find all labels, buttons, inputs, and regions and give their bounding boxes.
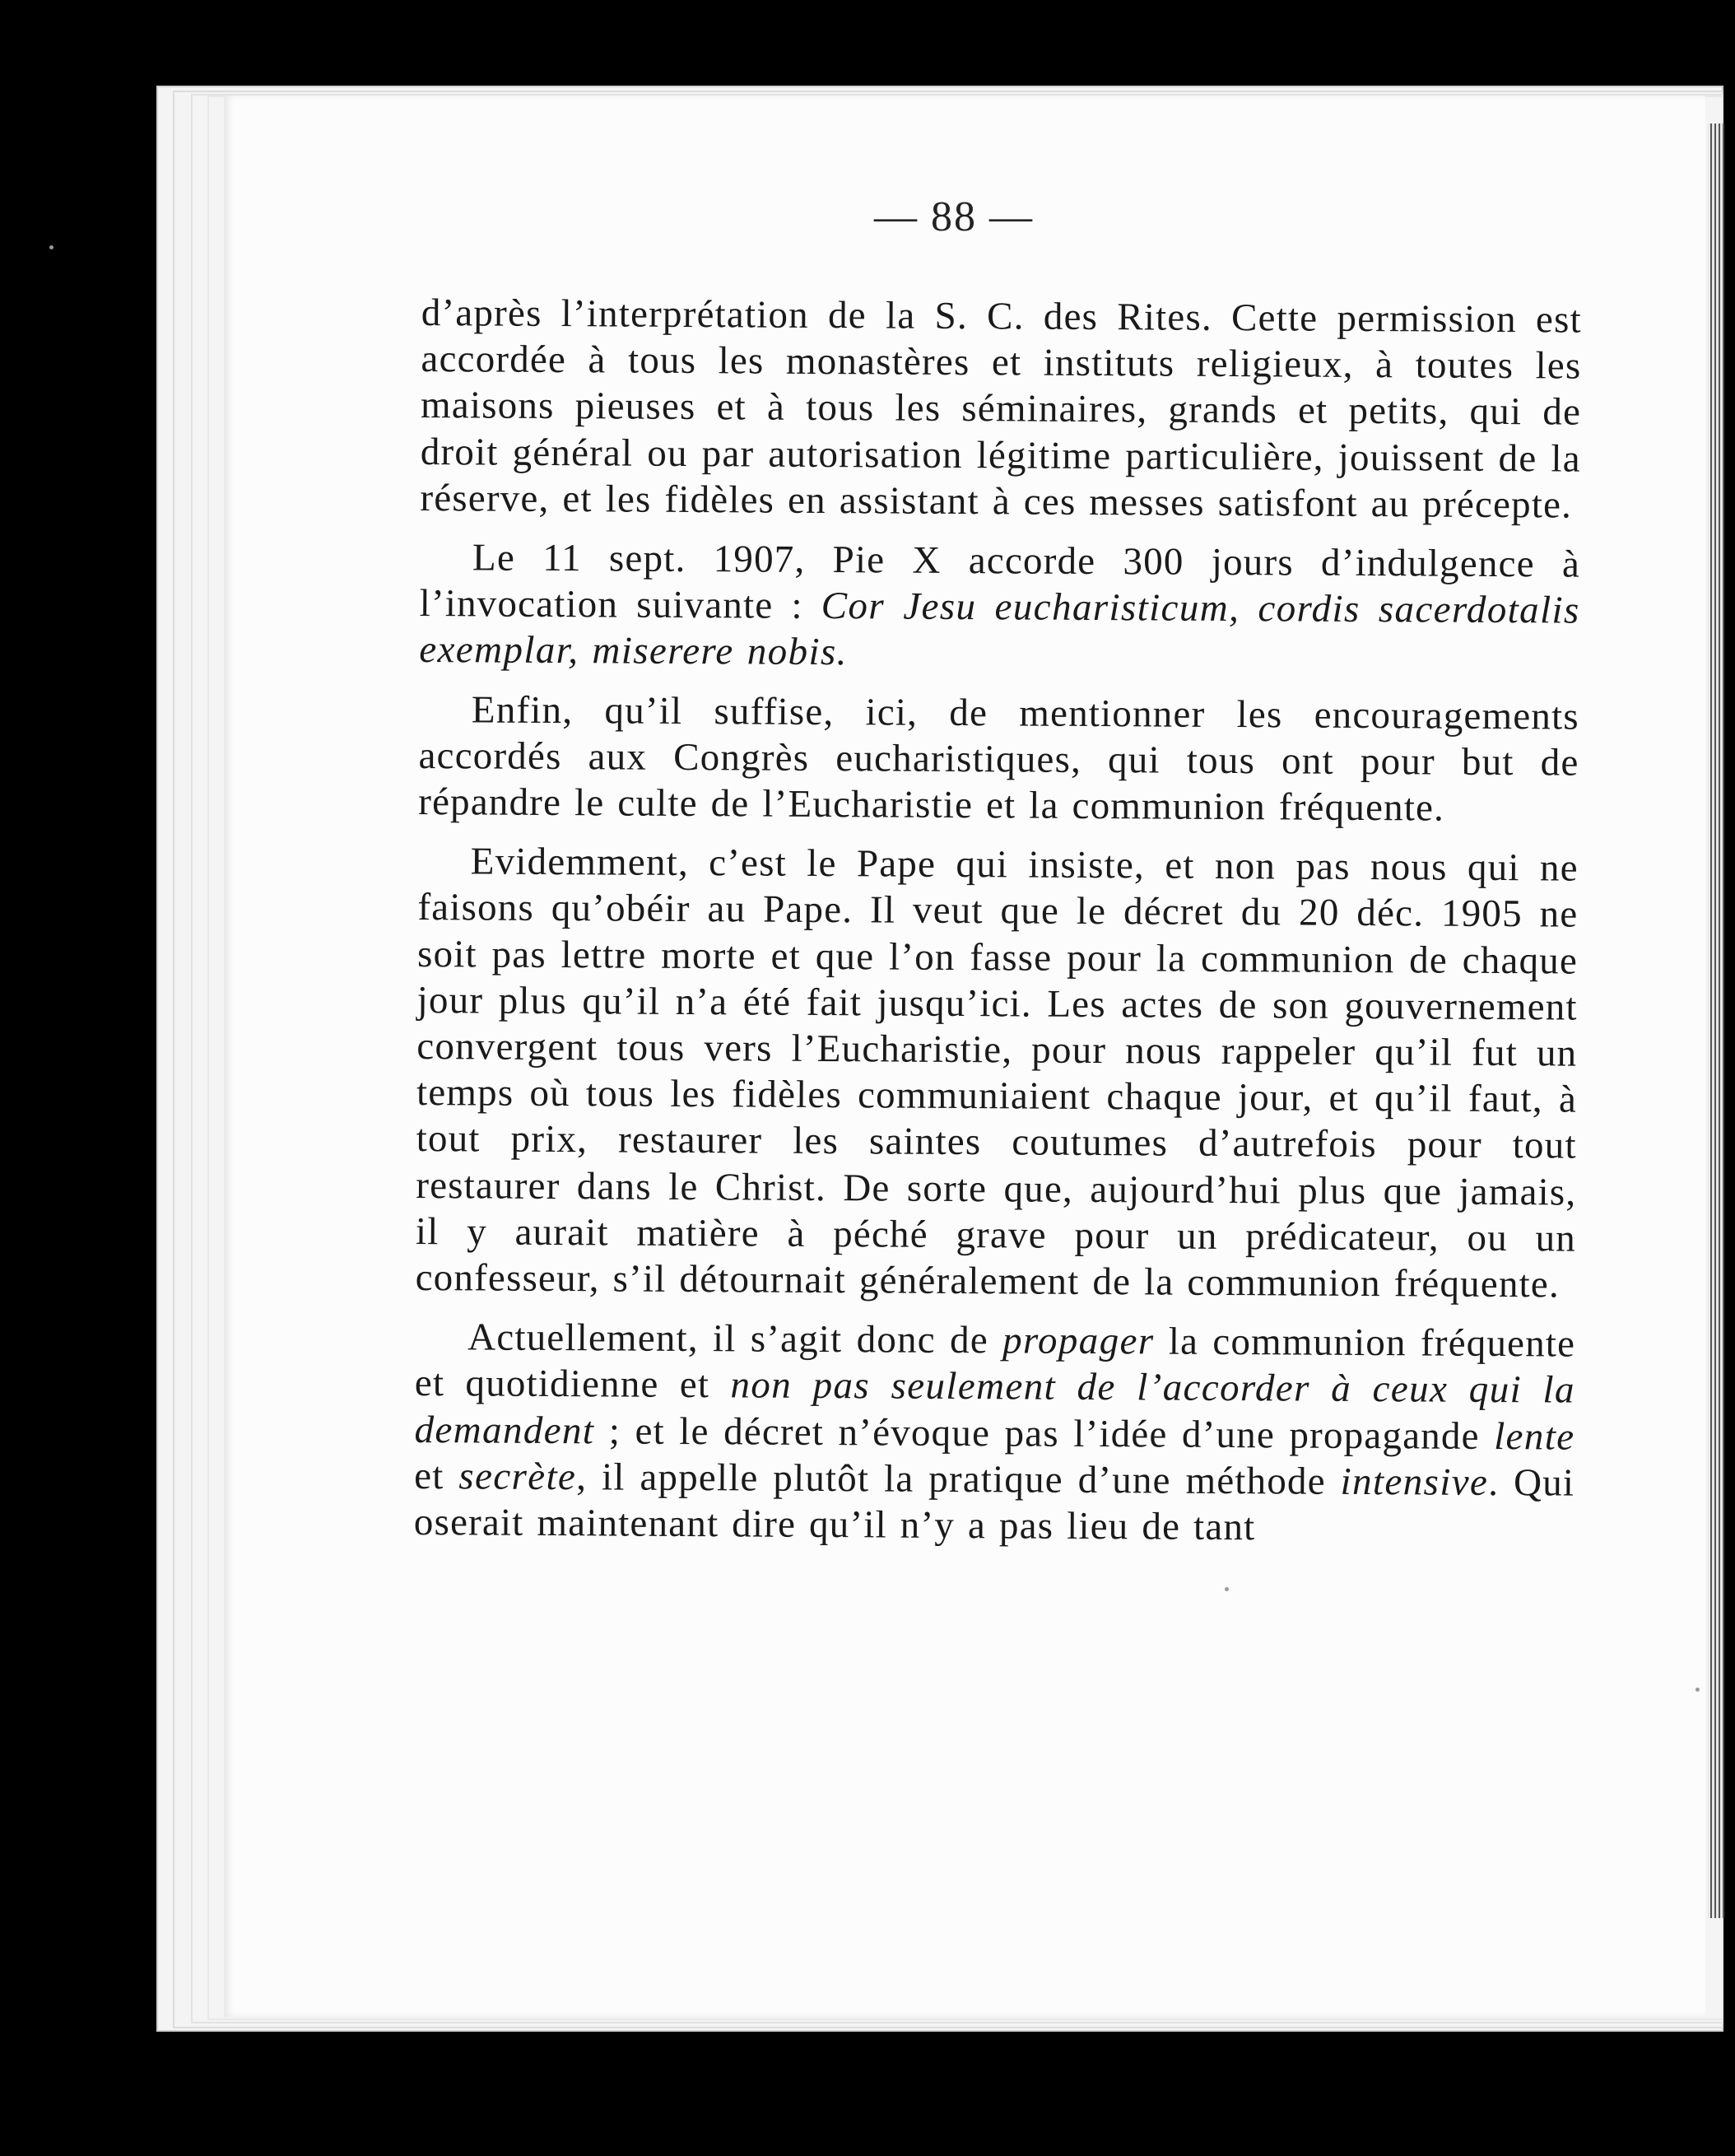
text-run: Actuellement, il s’agit donc de — [467, 1315, 1003, 1362]
paragraph — [420, 290, 1582, 529]
italic-text-run: non pas seulement de l’accorder à ceux qui la demandent — [414, 1363, 1576, 1452]
paragraph — [419, 534, 1580, 680]
scan-speck — [1695, 1688, 1700, 1692]
text-run: et — [414, 1454, 459, 1498]
page-number: — 88 — — [874, 193, 1034, 240]
text-run: Le 11 sept. 1907, Pie X accorde 300 jours d’indulgence à l’invocation suivante : — [419, 536, 1581, 628]
page-body-text — [414, 290, 1582, 1566]
text-run: d’après l’interprétation de la S. C. des Rites. Cette permission est accordée à tous les monastères et instituts religieux, à toutes les maisons pieuses et à tous les séminaires, grands et petits, qui de droit général ou par autorisation légitime particulière, jouissent de la réserve, et les fidèles en assistant à ces messes satisfont au précepte. — [420, 291, 1582, 527]
text-run: la communion fréquente et quotidienne et — [414, 1320, 1576, 1407]
italic-text-run: intensive — [1340, 1460, 1489, 1504]
text-run: ; et le décret n’évoque pas l’idée d’une propagande — [594, 1409, 1495, 1458]
italic-text-run: secrète — [458, 1455, 577, 1499]
text-run: . Qui oserait maintenant dire qu’il n’y a pas lieu de tant — [413, 1460, 1575, 1549]
scan-speck — [1225, 1587, 1229, 1591]
paragraph — [415, 838, 1578, 1308]
paragraph — [418, 687, 1579, 832]
text-run: , il appelle plutôt la pratique d’une méthode — [576, 1455, 1341, 1503]
italic-text-run: lente — [1494, 1414, 1575, 1459]
text-run: Enfin, qu’il suffise, ici, de mentionner les encouragements accordés aux Congrès eucharistiques, qui tous ont pour but de répandre le culte de l’Eucharistie et la communion fréquente. — [418, 688, 1580, 830]
facing-page-edge — [1708, 123, 1724, 1918]
italic-text-run: Cor Jesu eucharisticum, cordis sacerdotalis exemplar, miserere nobis. — [419, 584, 1580, 674]
italic-text-run: propager — [1002, 1319, 1155, 1363]
text-run: Evidemment, c’est le Pape qui insiste, et non pas nous qui ne faisons qu’obéir au Pape. Il veut que le décret du 20 déc. 1905 ne soit pas lettre morte et que l’on fasse pour la communion de chaque jour plus qu’il n’a été fait jusqu’ici. Les actes de son gouvernement convergent tous vers l’Eucharistie, pour nous rappeler qu’il fut un temps où tous les fidèles communiaient chaque jour, et qu’il faut, à tout prix, restaurer les saintes coutumes d’autrefois pour tout restaurer dans le Christ. De sorte que, aujourd’hui plus que jamais, il y aurait matière à péché grave pour un prédicateur, ou un confesseur, s’il détournait généralement de la communion fréquente. — [415, 840, 1579, 1306]
scan-speck — [49, 245, 53, 249]
paragraph — [414, 1314, 1576, 1553]
